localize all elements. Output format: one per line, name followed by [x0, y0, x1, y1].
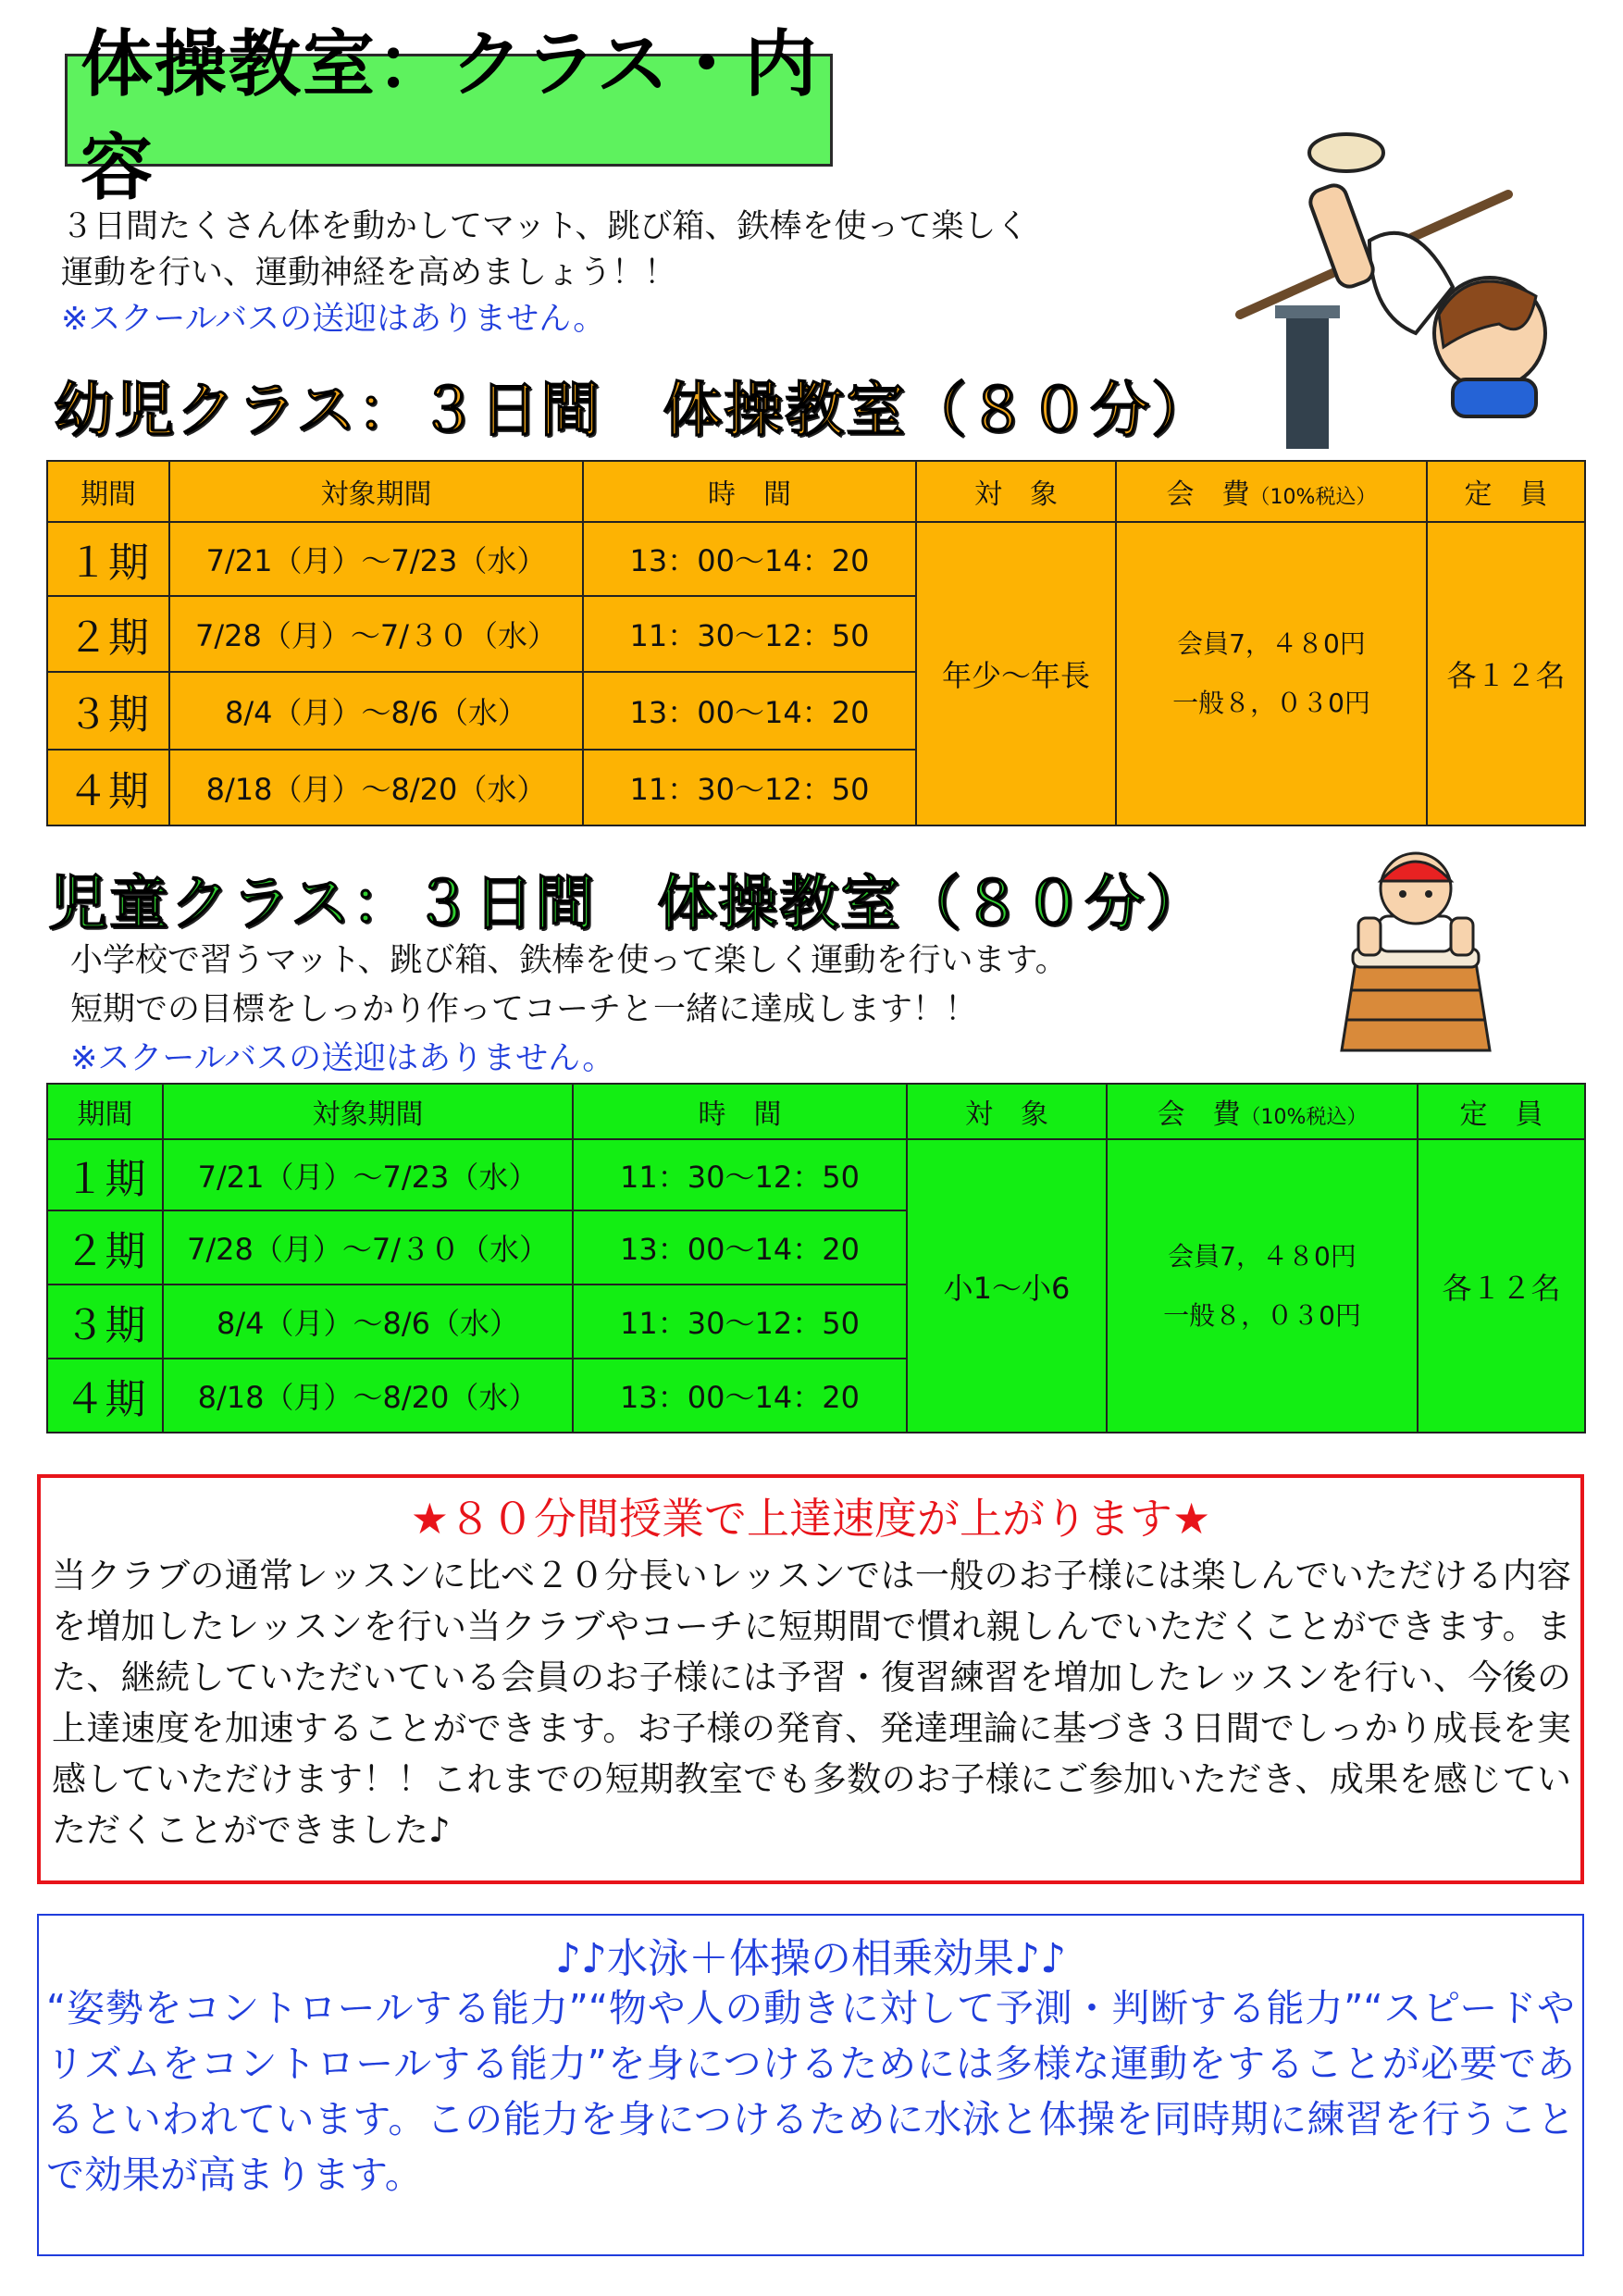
child-class-heading: 児童クラス：３日間 体操教室（８０分）: [48, 870, 1208, 938]
header-fee: 会 費（10%税込）: [1116, 461, 1427, 522]
synergy-box: [37, 1914, 1584, 2256]
infant-schedule-table: [46, 460, 1586, 826]
period-cell: ２期: [47, 596, 169, 672]
period-cell: １期: [47, 1139, 163, 1210]
fee-member: 会員7，４８0円: [1177, 628, 1366, 659]
time-cell: 11：30～12：50: [573, 1139, 907, 1210]
child-schedule-table: [46, 1083, 1586, 1433]
fee-general: 一般８，０３0円: [1163, 1299, 1361, 1331]
dates-cell: 8/18（月）～8/20（水）: [163, 1359, 573, 1433]
time-cell: 13：00～14：20: [583, 672, 916, 750]
target-cell: 年少～年長: [916, 522, 1116, 825]
period-cell: １期: [47, 522, 169, 596]
header-time: 時 間: [583, 461, 916, 522]
highlight-title: ★８０分間授業で上達速度が上がります★: [410, 1494, 1211, 1544]
synergy-body: “姿勢をコントロールする能力”“物や人の動きに対して予測・判断する能力”“スピードやリズムをコントロールする能力”を身につけるためには多様な運動をすることが必要であるといわれています。この能力を身につけるために水泳と体操を同時期に練習を行うことで効果が高まります。: [46, 1986, 1575, 2197]
table-row: [47, 522, 1585, 596]
period-cell: ３期: [47, 672, 169, 750]
table-row: [47, 1139, 1585, 1210]
fee-cell: [1107, 1139, 1418, 1433]
dates-cell: 8/4（月）～8/6（水）: [163, 1285, 573, 1359]
child-intro-line-2: 短期での目標をしっかり作ってコーチと一緒に達成します！！: [70, 991, 978, 1028]
synergy-title: ♪♪水泳＋体操の相乗効果♪♪: [554, 1935, 1067, 1982]
time-cell: 13：00～14：20: [573, 1210, 907, 1285]
time-cell: 11：30～12：50: [573, 1285, 907, 1359]
page-title: 体操教室：クラス・内容: [65, 54, 833, 167]
highlight-body: 当クラブの通常レッスンに比べ２０分長いレッスンでは一般のお子様には楽しんでいただける内容を増加したレッスンを行い当クラブやコーチに短期間で慣れ親しんでいただくことができます。また、継続していただいている会員のお子様には予習・復習練習を増加したレッスンを行い、今後の上達速度を加速することができます。お子様の発育、発達理論に基づき３日間でしっかり成長を実感していただけます！！これまでの短期教室でも多数のお子様にご参加いただき、成果を感じていただくことができました♪: [52, 1556, 1571, 1850]
target-cell: 小1～小6: [907, 1139, 1107, 1433]
boy-on-horizontal-bar-icon: [1231, 130, 1564, 449]
intro-line-1: ３日間たくさん体を動かしてマット、跳び箱、鉄棒を使って楽しく: [61, 208, 1029, 245]
child-intro-note: ※スクールバスの送迎はありません。: [70, 1040, 615, 1077]
fee-general: 一般８，０３0円: [1172, 688, 1370, 718]
header-period: 期間: [47, 461, 169, 522]
period-cell: ３期: [47, 1285, 163, 1359]
period-cell: ４期: [47, 1359, 163, 1433]
header-period: 期間: [47, 1084, 163, 1139]
time-cell: 11：30～12：50: [583, 596, 916, 672]
intro-line-2: 運動を行い、運動神経を高めましょう！！: [61, 254, 677, 292]
highlight-box: [37, 1474, 1584, 1884]
header-dates: 対象期間: [163, 1084, 573, 1139]
header-capacity: 定 員: [1418, 1084, 1585, 1139]
time-cell: 13：00～14：20: [573, 1359, 907, 1433]
capacity-cell: 各１２名: [1418, 1139, 1585, 1433]
boy-on-vaulting-box-icon: [1323, 842, 1508, 1055]
infant-class-heading: 幼児クラス：３日間 体操教室（８０分）: [54, 377, 1213, 445]
capacity-cell: 各１２名: [1427, 522, 1585, 825]
fee-cell: [1116, 522, 1427, 825]
header-target: 対 象: [907, 1084, 1107, 1139]
period-cell: ２期: [47, 1210, 163, 1285]
dates-cell: 7/21（月）～7/23（水）: [163, 1139, 573, 1210]
header-target: 対 象: [916, 461, 1116, 522]
header-dates: 対象期間: [169, 461, 583, 522]
child-intro-line-1: 小学校で習うマット、跳び箱、鉄棒を使って楽しく運動を行います。: [70, 942, 1068, 979]
intro-note: ※スクールバスの送迎はありません。: [61, 301, 606, 338]
dates-cell: 7/28（月）～7/３０（水）: [169, 596, 583, 672]
dates-cell: 7/28（月）～7/３０（水）: [163, 1210, 573, 1285]
dates-cell: 8/4（月）～8/6（水）: [169, 672, 583, 750]
fee-member: 会員7，４８0円: [1168, 1240, 1357, 1272]
table-header-row: [47, 1084, 1585, 1139]
header-fee: 会 費（10%税込）: [1107, 1084, 1418, 1139]
dates-cell: 7/21（月）～7/23（水）: [169, 522, 583, 596]
table-header-row: [47, 461, 1585, 522]
time-cell: 13：00～14：20: [583, 522, 916, 596]
header-capacity: 定 員: [1427, 461, 1585, 522]
period-cell: ４期: [47, 750, 169, 825]
dates-cell: 8/18（月）～8/20（水）: [169, 750, 583, 825]
time-cell: 11：30～12：50: [583, 750, 916, 825]
header-time: 時 間: [573, 1084, 907, 1139]
